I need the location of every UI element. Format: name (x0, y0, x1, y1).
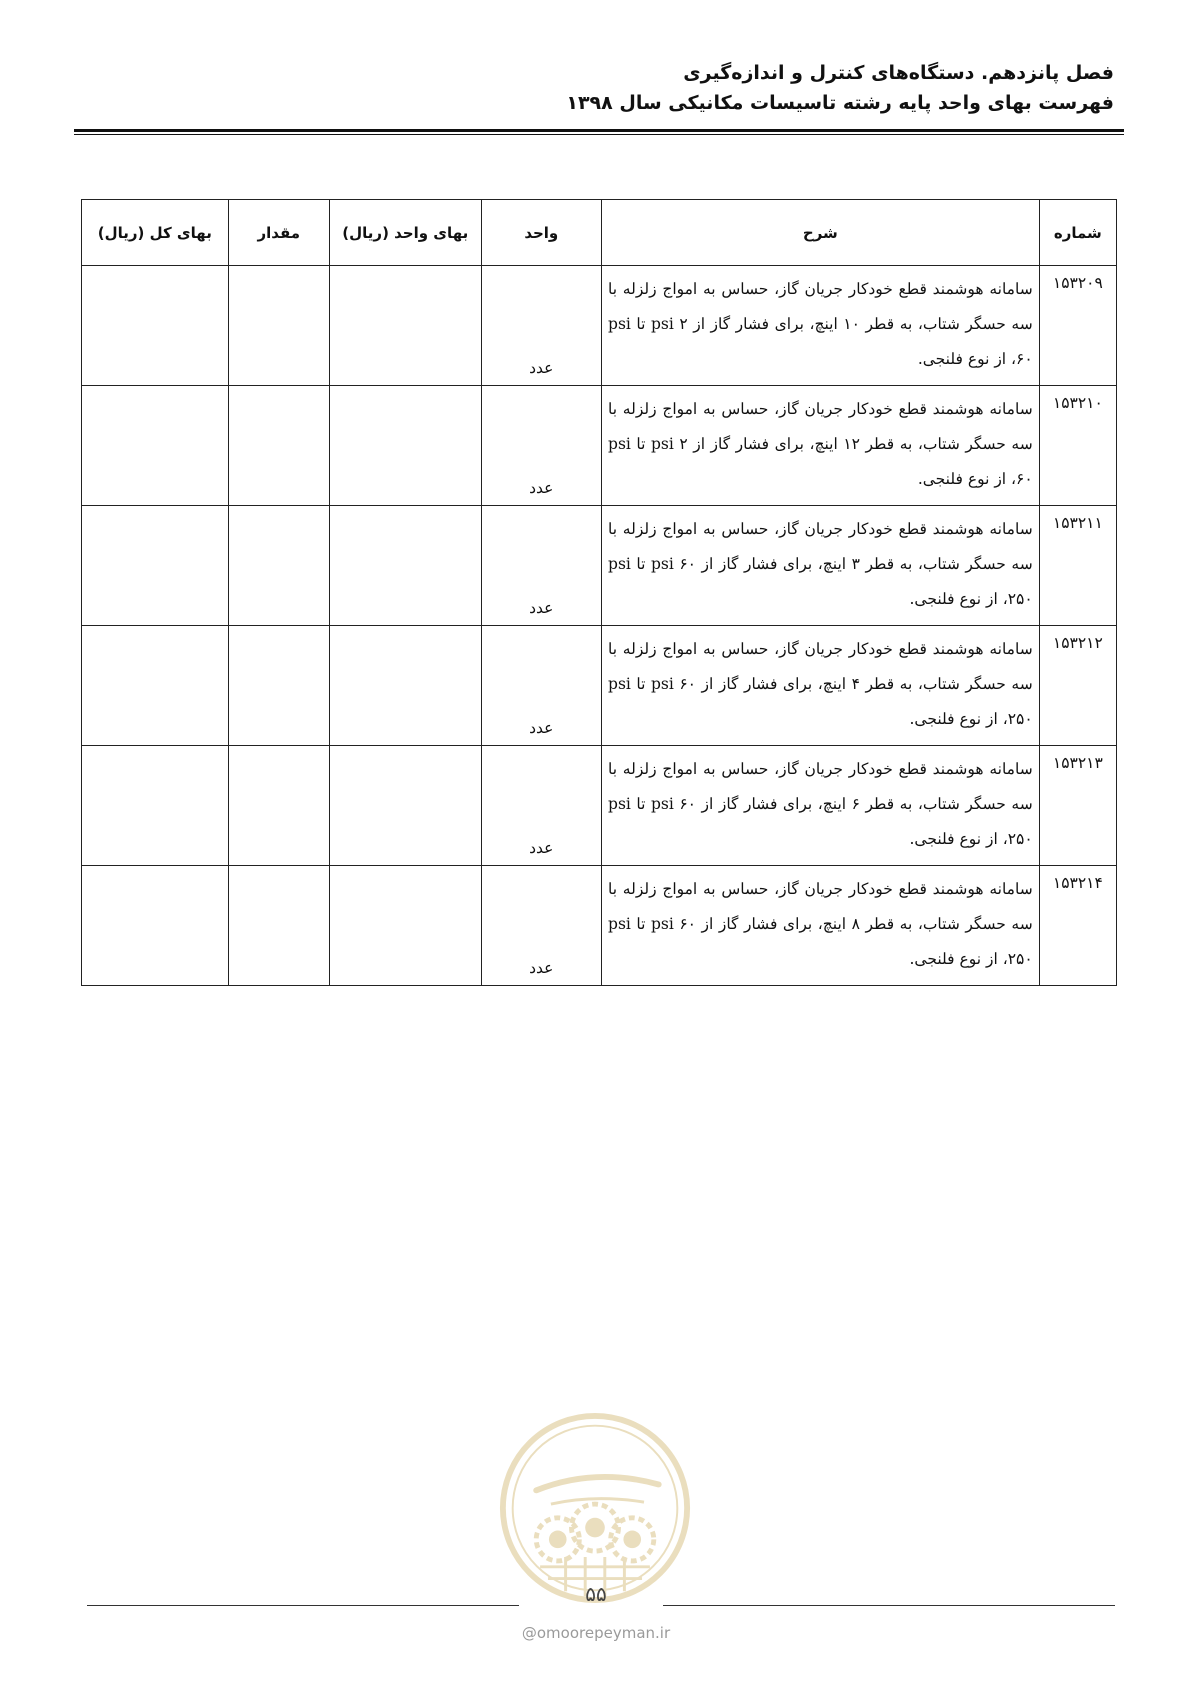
item-total-price (82, 386, 229, 506)
page-header (74, 58, 1114, 118)
item-number: ۱۵۳۲۱۲ (1039, 626, 1116, 746)
chapter-title: فصل پانزدهم. دستگاه‌های کنترل و اندازه‌گیری (683, 62, 1114, 84)
header-total-price: بهای کل (ریال) (82, 200, 229, 266)
item-description: سامانه هوشمند قطع خودکار جریان گاز، حساس به امواج زلزله با سه حسگر شتاب، به قطر ۸ اینچ، برای فشار گاز از psi ۶۰ تا psi ۲۵۰، از نوع فلنجی. (602, 866, 1040, 986)
item-total-price (82, 506, 229, 626)
item-unit: عدد (481, 866, 601, 986)
item-unit-price (329, 386, 481, 506)
header-unit: واحد (481, 200, 601, 266)
item-number: ۱۵۳۲۱۴ (1039, 866, 1116, 986)
item-description: سامانه هوشمند قطع خودکار جریان گاز، حساس به امواج زلزله با سه حسگر شتاب، به قطر ۱۲ اینچ، برای فشار گاز از psi ۲ تا psi ۶۰، از نوع فلنجی. (602, 386, 1040, 506)
item-total-price (82, 626, 229, 746)
item-quantity (228, 386, 329, 506)
item-description: سامانه هوشمند قطع خودکار جریان گاز، حساس به امواج زلزله با سه حسگر شتاب، به قطر ۶ اینچ، برای فشار گاز از psi ۶۰ تا psi ۲۵۰، از نوع فلنجی. (602, 746, 1040, 866)
item-description: سامانه هوشمند قطع خودکار جریان گاز، حساس به امواج زلزله با سه حسگر شتاب، به قطر ۱۰ اینچ، برای فشار گاز از psi ۲ تا psi ۶۰، از نوع فلنجی. (602, 266, 1040, 386)
header-number: شماره (1039, 200, 1116, 266)
header-unit-price: بهای واحد (ریال) (329, 200, 481, 266)
item-unit-price (329, 266, 481, 386)
item-quantity (228, 266, 329, 386)
header-quantity: مقدار (228, 200, 329, 266)
header-rule-thin (74, 134, 1124, 135)
footer-rule-right (663, 1605, 1115, 1606)
footer-rule-left (87, 1605, 519, 1606)
price-table (81, 199, 1117, 986)
item-unit: عدد (481, 626, 601, 746)
item-unit: عدد (481, 386, 601, 506)
item-number: ۱۵۳۲۱۳ (1039, 746, 1116, 866)
list-title: فهرست بهای واحد پایه رشته تاسیسات مکانیکی سال ۱۳۹۸ (566, 92, 1114, 114)
table-row (82, 386, 1117, 506)
table-row (82, 266, 1117, 386)
table-row (82, 746, 1117, 866)
item-description: سامانه هوشمند قطع خودکار جریان گاز، حساس به امواج زلزله با سه حسگر شتاب، به قطر ۳ اینچ، برای فشار گاز از psi ۶۰ تا psi ۲۵۰، از نوع فلنجی. (602, 506, 1040, 626)
item-quantity (228, 626, 329, 746)
item-number: ۱۵۳۲۰۹ (1039, 266, 1116, 386)
item-total-price (82, 866, 229, 986)
item-number: ۱۵۳۲۱۰ (1039, 386, 1116, 506)
item-unit-price (329, 506, 481, 626)
item-quantity (228, 866, 329, 986)
website-watermark: @omoorepeyman.ir (521, 1624, 671, 1642)
item-quantity (228, 506, 329, 626)
item-unit-price (329, 746, 481, 866)
watermark-seal-icon (497, 1410, 693, 1606)
header-rule-thick (74, 129, 1124, 132)
header-description: شرح (602, 200, 1040, 266)
item-quantity (228, 746, 329, 866)
item-number: ۱۵۳۲۱۱ (1039, 506, 1116, 626)
table-row (82, 626, 1117, 746)
item-total-price (82, 746, 229, 866)
item-unit: عدد (481, 266, 601, 386)
item-unit: عدد (481, 506, 601, 626)
table-header-row (82, 200, 1117, 266)
item-unit: عدد (481, 746, 601, 866)
item-unit-price (329, 626, 481, 746)
item-unit-price (329, 866, 481, 986)
item-description: سامانه هوشمند قطع خودکار جریان گاز، حساس به امواج زلزله با سه حسگر شتاب، به قطر ۴ اینچ، برای فشار گاز از psi ۶۰ تا psi ۲۵۰، از نوع فلنجی. (602, 626, 1040, 746)
item-total-price (82, 266, 229, 386)
page-number: ۵۵ (585, 1582, 607, 1606)
table-row (82, 866, 1117, 986)
table-row (82, 506, 1117, 626)
